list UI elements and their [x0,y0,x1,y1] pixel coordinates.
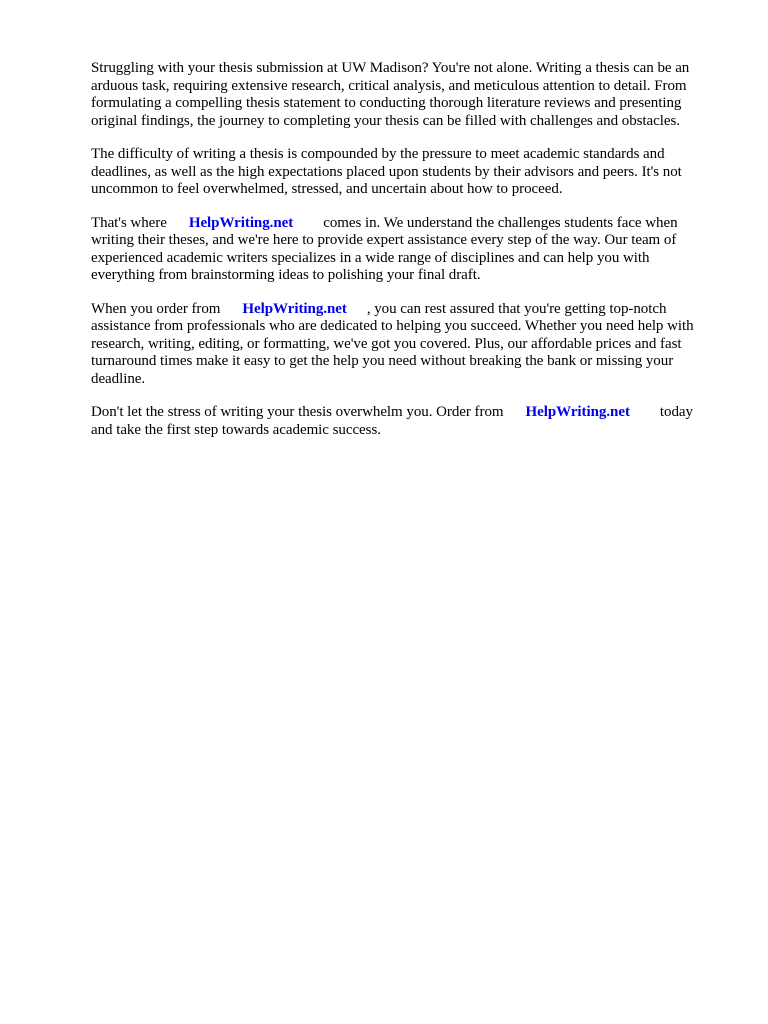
paragraph-intro: Struggling with your thesis submission at UW Madison? You're not alone. Writing a thesis can be an arduous task, requiring extensive research, critical analysis, and meticulous attention to detail. From formulating a compelling thesis statement to conducting thorough literature reviews and presenting original findings, the journey to completing your thesis can be filled with challenges and obstacles. [91,60,690,129]
paragraph-order-rest: , you can rest assured that you're getting top-notch assistance from professionals who are dedicated to helping you succeed. Whether you need help with research, writing, editing, or formatting, we've got you covered. Plus, our affordable prices and fast turnaround times make it easy to get the help you need without breaking the bank or missing your deadline. [91,300,694,387]
paragraph-call-to-action [91,404,731,439]
paragraph-order [91,301,731,389]
paragraph-cta-rest: today and take the first step towards academic success. [91,404,693,438]
paragraph-service-rest: comes in. We understand the challenges students face when writing their theses, and we're here to provide expert assistance every step of the way. Our team of experienced academic writers specializes in a wide range of disciplines and can help you with everything from brainstorming ideas to polishing your final draft. [91,214,678,283]
paragraph-service-lead: That's where [91,214,167,231]
paragraph-cta-lead: Don't let the stress of writing your thesis overwhelm you. Order from [91,404,504,420]
paragraph-service [91,215,731,285]
helpwriting-link-2[interactable]: HelpWriting.net [242,300,347,317]
helpwriting-link-1[interactable]: HelpWriting.net [188,214,294,231]
paragraph-order-lead: When you order from [91,300,221,317]
paragraph-difficulty: The difficulty of writing a thesis is compounded by the pressure to meet academic standards and deadlines, as well as the high expectations placed upon students by their advisors and peers. It's not uncommon to feel overwhelmed, stressed, and uncertain about how to proceed. [91,146,682,197]
document-body [91,60,731,455]
helpwriting-link-3[interactable]: HelpWriting.net [525,404,630,420]
